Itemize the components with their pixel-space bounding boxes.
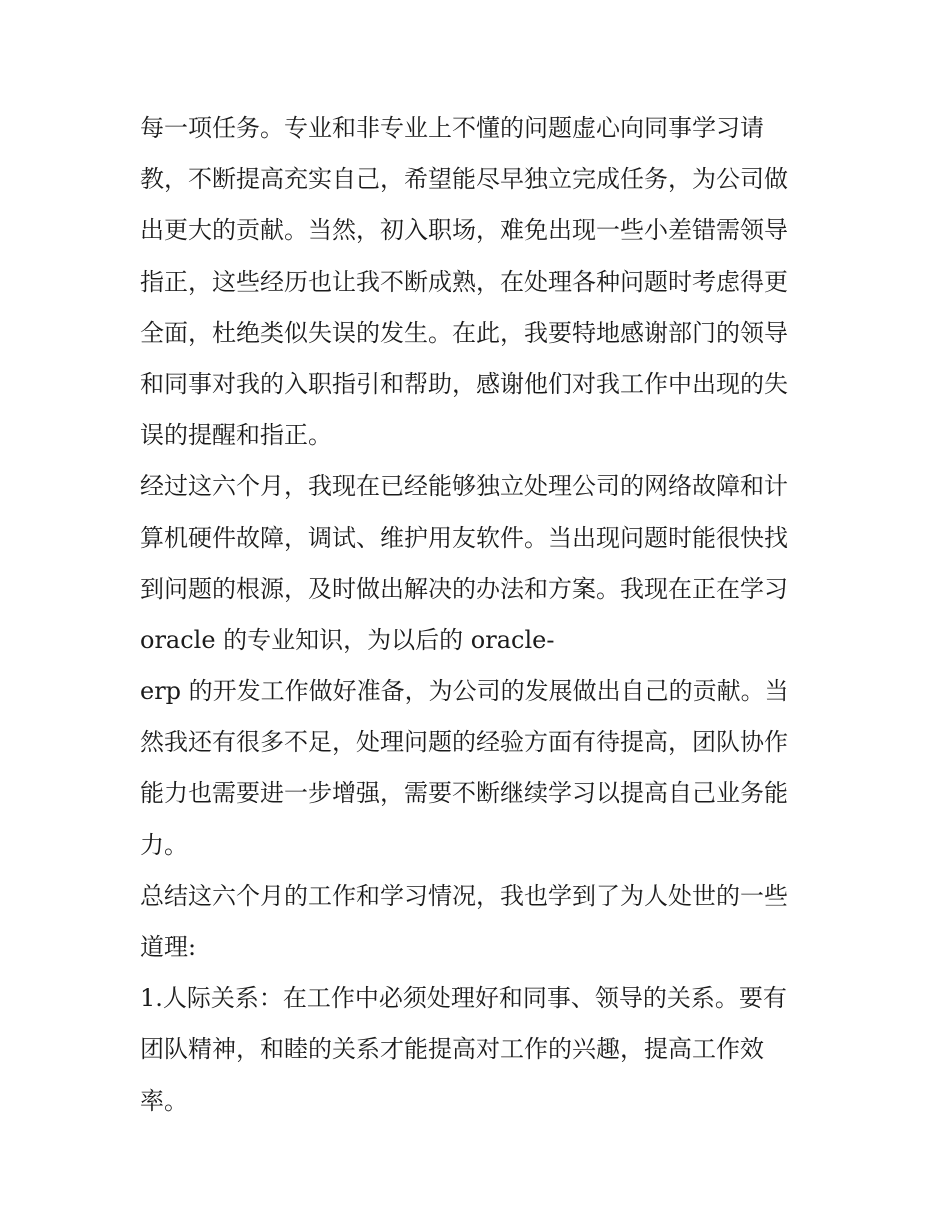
- text-line: oracle 的专业知识，为以后的 oracle-: [140, 625, 555, 654]
- text-line: 出更大的贡献。当然，初入职场，难免出现一些小差错需领导: [140, 216, 788, 245]
- text-line: 全面，杜绝类似失误的发生。在此，我要特地感谢部门的领导: [140, 318, 788, 347]
- document-body: [140, 103, 820, 1127]
- text-line: 每一项任务。专业和非专业上不懂的问题虚心向同事学习请: [140, 114, 764, 142]
- text-line: 误的提醒和指正。: [140, 421, 332, 450]
- text-line: 1.人际关系：在工作中必须处理好和同事、领导的关系。要有: [140, 984, 787, 1013]
- text-line: 教，不断提高充实自己，希望能尽早独立完成任务，为公司做: [140, 165, 788, 194]
- text-line: 能力也需要进一步增强，需要不断继续学习以提高自己业务能: [140, 779, 788, 808]
- text-line: 力。: [140, 830, 188, 859]
- text-line: 到问题的根源，及时做出解决的办法和方案。我现在正在学习: [140, 574, 788, 603]
- text-line: 算机硬件故障，调试、维护用友软件。当出现问题时能很快找: [140, 523, 788, 552]
- text-line: 指正，这些经历也让我不断成熟，在处理各种问题时考虑得更: [140, 267, 788, 296]
- text-line: 团队精神，和睦的关系才能提高对工作的兴趣，提高工作效: [140, 1035, 764, 1064]
- text-line: 和同事对我的入职指引和帮助，感谢他们对我工作中出现的失: [140, 369, 788, 398]
- text-line: 然我还有很多不足，处理问题的经验方面有待提高，团队协作: [140, 728, 788, 757]
- text-line: erp 的开发工作做好准备，为公司的发展做出自己的贡献。当: [140, 677, 789, 706]
- text-line: 经过这六个月，我现在已经能够独立处理公司的网络故障和计: [140, 472, 788, 501]
- text-line: 总结这六个月的工作和学习情况，我也学到了为人处世的一些: [140, 881, 788, 910]
- text-line: 率。: [140, 1086, 188, 1115]
- text-line: 道理:: [140, 933, 197, 961]
